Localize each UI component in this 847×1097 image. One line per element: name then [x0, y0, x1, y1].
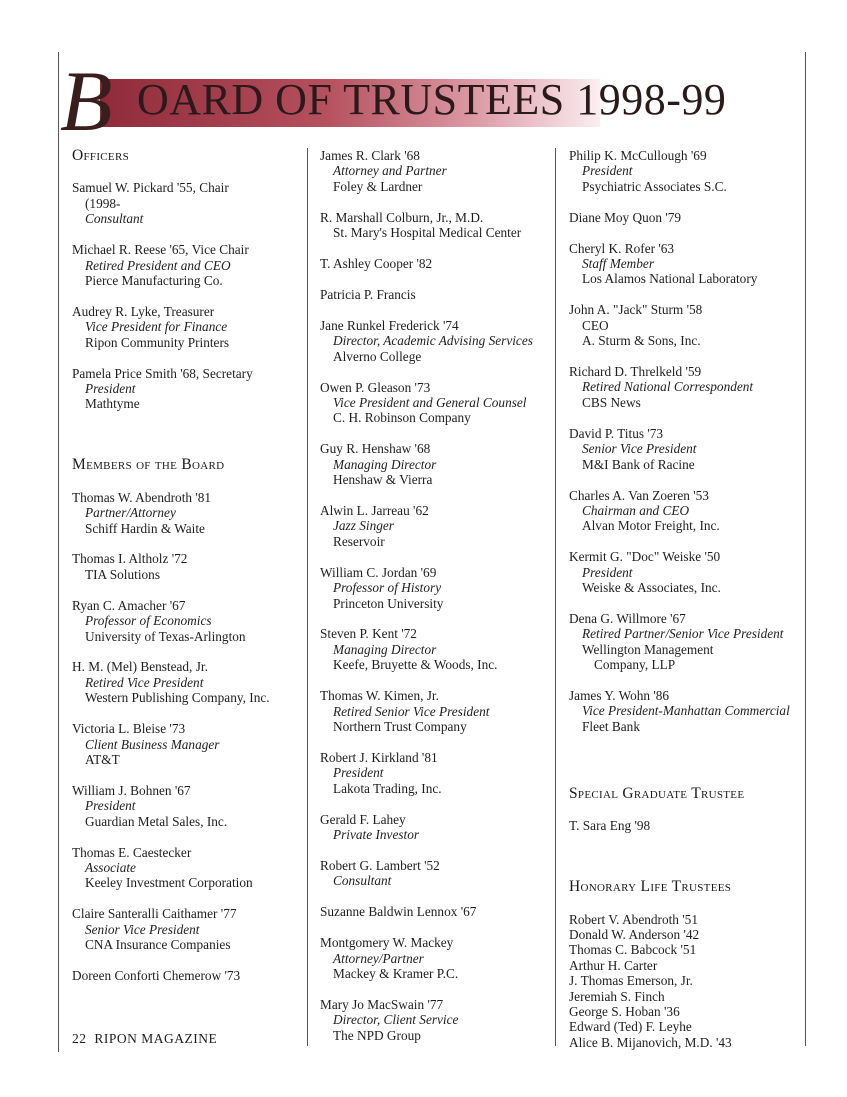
trustee-organization: The NPD Group — [333, 1027, 421, 1043]
trustee-entry — [320, 256, 552, 271]
trustee-name: Suzanne Baldwin Lennox '67 — [320, 904, 477, 920]
trustee-organization: Western Publishing Company, Inc. — [85, 690, 270, 706]
trustee-name: Guy R. Henshaw '68 — [320, 441, 431, 457]
trustee-name: Kermit G. "Doc" Weiske '50 — [569, 549, 721, 565]
trustee-entry — [320, 858, 552, 889]
trustee-name: T. Ashley Cooper '82 — [320, 256, 433, 272]
trustee-entry — [569, 611, 797, 673]
members-list-col3 — [569, 148, 797, 734]
trustee-name: Michael R. Reese '65, Vice Chair — [72, 242, 249, 258]
trustee-organization: Psychiatric Associates S.C. — [582, 178, 727, 194]
trustee-organization: Wellington Management — [582, 641, 714, 657]
trustee-entry — [569, 488, 797, 534]
trustee-entry — [72, 783, 304, 829]
members-list-col1 — [72, 490, 304, 984]
members-heading: Members of the Board — [72, 456, 225, 474]
officers-heading: Officers — [72, 147, 130, 164]
honorary-list — [569, 912, 797, 1051]
trustee-name: Audrey R. Lyke, Treasurer — [72, 303, 215, 319]
right-margin-rule — [805, 52, 806, 1046]
trustee-entry — [72, 304, 304, 350]
members-list-col2 — [320, 148, 552, 1043]
trustee-entry — [320, 750, 552, 796]
trustee-name: David P. Titus '73 — [569, 425, 664, 441]
honorary-trustee-name: Thomas C. Babcock '51 — [569, 942, 697, 958]
trustee-organization: Pierce Manufacturing Co. — [85, 272, 223, 288]
column-divider-2 — [555, 148, 556, 1046]
trustee-entry — [72, 551, 304, 582]
trustee-name: Thomas W. Kimen, Jr. — [320, 688, 439, 704]
trustee-entry — [72, 598, 304, 644]
trustee-entry — [72, 968, 304, 983]
trustee-organization: Mathtyme — [85, 396, 140, 412]
trustee-name: James R. Clark '68 — [320, 148, 420, 163]
trustee-title: Private Investor — [333, 827, 420, 842]
trustee-organization: CEO — [582, 317, 609, 333]
trustee-name: Jane Runkel Frederick '74 — [320, 317, 459, 333]
trustee-organization: Los Alamos National Laboratory — [582, 271, 758, 287]
trustee-name: Patricia P. Francis — [320, 286, 416, 302]
trustee-title: President — [85, 798, 136, 814]
trustee-entry — [320, 287, 552, 302]
trustee-entry — [320, 904, 552, 919]
honorary-trustee-name: Jeremiah S. Finch — [569, 988, 665, 1004]
trustee-organization: Northern Trust Company — [333, 718, 467, 734]
trustee-entry — [320, 565, 552, 611]
trustee-name: Thomas E. Caestecker — [72, 844, 192, 860]
trustee-title: Partner/Attorney — [85, 505, 176, 521]
trustee-name: William C. Jordan '69 — [320, 564, 437, 580]
trustee-name: Owen P. Gleason '73 — [320, 379, 431, 395]
trustee-title: President — [85, 380, 136, 396]
trustee-entry — [569, 210, 797, 225]
trustee-organization: TIA Solutions — [85, 566, 160, 582]
trustee-name: James Y. Wohn '86 — [569, 688, 670, 704]
trustee-entry — [72, 906, 304, 952]
trustee-organization: Lakota Trading, Inc. — [333, 780, 442, 796]
trustee-name: Richard D. Threlkeld '59 — [569, 364, 702, 380]
trustee-name: Alwin L. Jarreau '62 — [320, 503, 429, 518]
trustee-name: Thomas W. Abendroth '81 — [72, 489, 212, 505]
trustee-organization: CNA Insurance Companies — [85, 937, 231, 953]
column-3 — [569, 148, 797, 1050]
publication-name: RIPON MAGAZINE — [94, 1031, 218, 1046]
special-trustee-list — [569, 818, 797, 833]
trustee-entry — [72, 845, 304, 891]
trustee-name: Robert G. Lambert '52 — [320, 857, 440, 873]
trustee-title: Vice President-Manhattan Commercial — [582, 703, 790, 719]
trustee-name: Diane Moy Quon '79 — [569, 209, 682, 225]
trustee-name: Samuel W. Pickard '55, Chair — [72, 180, 229, 196]
trustee-title: Consultant — [85, 211, 144, 227]
honorary-trustee-name: George S. Hoban '36 — [569, 1003, 680, 1019]
trustee-organization: Reservoir — [333, 533, 385, 549]
honorary-trustee-name: Donald W. Anderson '42 — [569, 926, 700, 942]
trustee-name: Thomas I. Altholz '72 — [72, 551, 188, 567]
trustee-entry — [569, 148, 797, 194]
trustee-title: Chairman and CEO — [582, 502, 690, 518]
trustee-title: Managing Director — [333, 456, 437, 472]
trustee-organization-cont: Company, LLP — [594, 657, 676, 673]
trustee-title: Director, Academic Advising Services — [333, 333, 533, 349]
trustee-organization: Keeley Investment Corporation — [85, 875, 253, 891]
page-number: 22 — [72, 1031, 87, 1046]
trustee-entry — [72, 180, 304, 226]
officers-list — [72, 180, 304, 411]
trustee-entry — [72, 242, 304, 288]
trustee-entry — [72, 659, 304, 705]
trustee-name: Mary Jo MacSwain '77 — [320, 996, 444, 1012]
trustee-name: T. Sara Eng '98 — [569, 818, 651, 834]
trustee-title: Director, Client Service — [333, 1012, 459, 1028]
trustee-title: Client Business Manager — [85, 736, 220, 752]
trustee-organization: Foley & Lardner — [333, 178, 423, 194]
honorary-trustee-name: J. Thomas Emerson, Jr. — [569, 973, 693, 989]
honorary-trustee-name: Edward (Ted) F. Leyhe — [569, 1019, 692, 1035]
trustee-title: Professor of History — [333, 580, 442, 596]
trustee-name: Dena G. Willmore '67 — [569, 610, 686, 626]
trustee-entry — [320, 318, 552, 364]
trustee-title: Attorney/Partner — [333, 950, 424, 966]
honorary-trustee-name: Arthur H. Carter — [569, 957, 658, 973]
trustee-entry — [320, 935, 552, 981]
trustee-entry — [320, 210, 552, 241]
column-divider-1 — [307, 148, 308, 1046]
trustee-organization: Henshaw & Vierra — [333, 472, 433, 488]
trustee-title: Retired Senior Vice President — [333, 703, 490, 719]
trustee-name: Claire Santeralli Caithamer '77 — [72, 906, 237, 922]
trustee-name: Montgomery W. Mackey — [320, 935, 454, 951]
trustee-title: Vice President for Finance — [85, 319, 228, 335]
trustee-name: Victoria L. Bleise '73 — [72, 721, 186, 737]
trustee-name: Cheryl K. Rofer '63 — [569, 240, 675, 256]
trustee-entry — [569, 688, 797, 734]
page-title: OARD OF TRUSTEES 1998-99 — [137, 75, 727, 124]
trustee-entry — [569, 426, 797, 472]
trustee-organization: Guardian Metal Sales, Inc. — [85, 813, 228, 829]
trustee-title: Retired Vice President — [85, 674, 204, 690]
trustee-title: Professor of Economics — [85, 613, 212, 629]
special-trustee-entry — [569, 818, 797, 833]
trustee-organization: Schiff Hardin & Waite — [85, 520, 205, 536]
trustee-organization: Keefe, Bruyette & Woods, Inc. — [333, 657, 498, 673]
trustee-organization: University of Texas-Arlington — [85, 628, 246, 644]
trustee-title: Retired Partner/Senior Vice President — [582, 626, 784, 642]
honorary-trustee-name: Alice B. Mijanovich, M.D. '43 — [569, 1034, 732, 1050]
trustee-name: R. Marshall Colburn, Jr., M.D. — [320, 209, 484, 225]
trustee-entry — [320, 503, 552, 549]
trustee-organization: Ripon Community Printers — [85, 334, 230, 350]
trustee-name: Pamela Price Smith '68, Secretary — [72, 365, 253, 381]
trustee-title: Senior Vice President — [582, 441, 697, 457]
trustee-organization: AT&T — [85, 751, 120, 767]
trustee-entry — [72, 366, 304, 412]
column-2 — [320, 148, 552, 1059]
trustee-entry — [320, 626, 552, 672]
trustee-organization: CBS News — [582, 394, 641, 410]
trustee-organization: St. Mary's Hospital Medical Center — [333, 225, 522, 241]
trustee-title: Consultant — [333, 873, 392, 889]
trustee-name: Gerald F. Lahey — [320, 811, 406, 827]
trustee-term: (1998- — [85, 195, 121, 211]
trustee-name: William J. Bohnen '67 — [72, 782, 191, 798]
trustee-title: Senior Vice President — [85, 921, 200, 937]
trustee-name: Ryan C. Amacher '67 — [72, 597, 186, 613]
trustee-organization: Alvan Motor Freight, Inc. — [582, 518, 720, 534]
trustee-entry — [320, 812, 552, 843]
trustee-name: Robert J. Kirkland '81 — [320, 749, 438, 765]
trustee-organization: C. H. Robinson Company — [333, 410, 471, 426]
trustee-title: President — [582, 163, 633, 179]
trustee-title: Retired National Correspondent — [582, 379, 754, 395]
trustee-title: President — [333, 765, 384, 781]
trustee-name: Doreen Conforti Chemerow '73 — [72, 968, 241, 984]
trustee-organization: Mackey & Kramer P.C. — [333, 965, 459, 981]
trustee-name: H. M. (Mel) Benstead, Jr. — [72, 659, 208, 675]
trustee-title: Attorney and Partner — [333, 163, 447, 179]
trustee-title: Jazz Singer — [333, 518, 394, 534]
page-header — [60, 53, 727, 149]
trustee-entry — [320, 148, 552, 194]
trustee-title: Retired President and CEO — [85, 257, 231, 273]
trustee-organization: A. Sturm & Sons, Inc. — [582, 333, 701, 349]
header-initial: B — [60, 53, 113, 149]
trustee-organization: Alverno College — [333, 348, 422, 364]
trustee-entry — [320, 997, 552, 1043]
trustee-name: Charles A. Van Zoeren '53 — [569, 487, 709, 503]
trustee-organization: Weiske & Associates, Inc. — [582, 580, 721, 596]
trustee-name: Steven P. Kent '72 — [320, 626, 417, 642]
honorary-trustee-name: Robert V. Abendroth '51 — [569, 911, 698, 927]
trustee-title: Staff Member — [582, 256, 655, 272]
trustee-title: President — [582, 564, 633, 580]
trustee-title: Associate — [85, 860, 136, 875]
trustee-entry — [320, 380, 552, 426]
column-1 — [72, 148, 304, 999]
trustee-entry — [320, 688, 552, 734]
trustee-name: Philip K. McCullough '69 — [569, 148, 707, 163]
trustee-entry — [569, 364, 797, 410]
trustee-organization: Fleet Bank — [582, 718, 640, 734]
trustee-organization: M&I Bank of Racine — [582, 456, 695, 472]
special-trustee-heading: Special Graduate Trustee — [569, 784, 745, 802]
trustee-entry — [72, 490, 304, 536]
trustee-entry — [320, 441, 552, 487]
trustee-title: Managing Director — [333, 641, 437, 657]
trustee-title: Vice President and General Counsel — [333, 394, 527, 410]
trustee-entry — [569, 241, 797, 287]
trustee-entry — [569, 549, 797, 595]
trustee-entry — [72, 721, 304, 767]
honorary-heading: Honorary Life Trustees — [569, 878, 732, 896]
left-margin-rule — [58, 52, 59, 1052]
trustee-entry — [569, 302, 797, 348]
page-footer — [72, 1031, 221, 1047]
trustee-organization: Princeton University — [333, 595, 444, 611]
trustee-name: John A. "Jack" Sturm '58 — [569, 302, 703, 318]
